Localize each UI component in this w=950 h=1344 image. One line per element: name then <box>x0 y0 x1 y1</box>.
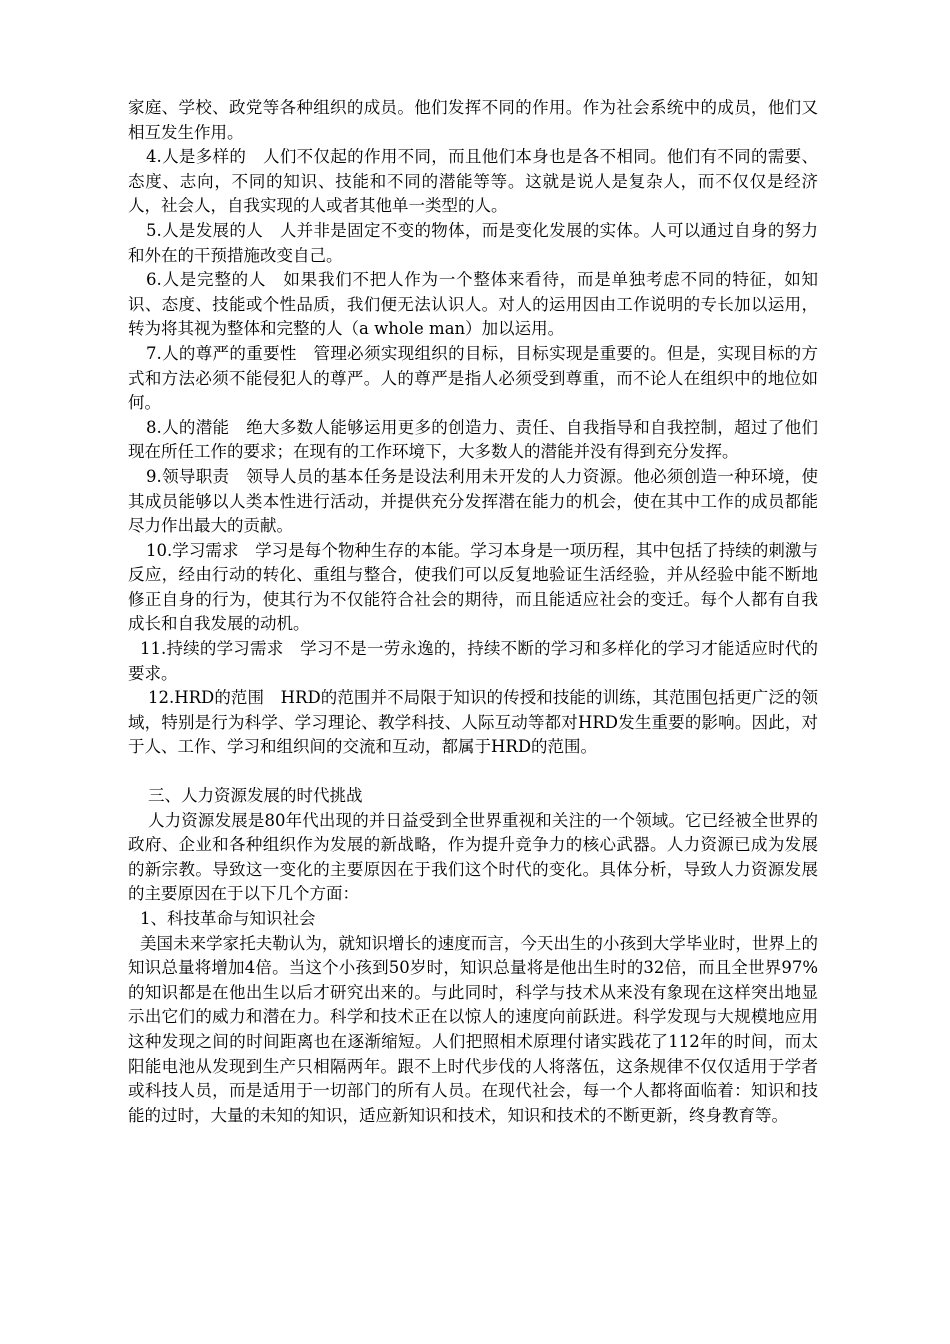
paragraph-item-6: 6.人是完整的人 如果我们不把人作为一个整体来看待，而是单独考虑不同的特征，如知识、态度、技能或个性品质，我们便无法认识人。对人的运用因由工作说明的专长加以运用，转为将其视为整体和完整的人（a whole man）加以运用。 <box>128 270 818 339</box>
section-title: 三、人力资源发展的时代挑战 <box>148 786 363 806</box>
subsection-paragraph: 美国未来学家托夫勒认为，就知识增长的速度而言，今天出生的小孩到大学毕业时，世界上的知识总量将增加4倍。当这个小孩到50岁时，知识总量将是他出生时的32倍，而且全世界97%的知识都是在他出生以后才研究出来的。与此同时，科学与技术从来没有象现在这样突出地显示出它们的威力和潜在力。科学和技术正在以惊人的速度向前跃进。科学发现与大规模地应用这种发现之间的时间距离也在逐渐缩短。人们把照相术原理付诸实践花了112年的时间，而太阳能电池从发现到生产只相隔两年。跟不上时代步伐的人将落伍，这条规律不仅仅适用于学者或科技人员，而是适用于一切部门的所有人员。在现代社会，每一个人都将面临着：知识和技能的过时，大量的未知的知识，适应新知识和技术，知识和技术的不断更新，终身教育等。 <box>128 933 818 1125</box>
paragraph-continuation: 家庭、学校、政党等各种组织的成员。他们发挥不同的作用。作为社会系统中的成员，他们又相互发生作用。 <box>128 98 818 142</box>
subsection-title: 1、科技革命与知识社会 <box>140 909 316 928</box>
paragraph-item-11: 11.持续的学习需求 学习不是一劳永逸的，持续不断的学习和多样化的学习才能适应时代的要求。 <box>128 639 818 683</box>
paragraph-item-5: 5.人是发展的人 人并非是固定不变的物体，而是变化发展的实体。人可以通过自身的努力和外在的干预措施改变自己。 <box>128 220 818 265</box>
section-intro-paragraph: 人力资源发展是80年代出现的并日益受到全世界重视和关注的一个领域。它已经被全世界的政府、企业和各种组织作为发展的新战略，作为提升竞争力的核心武器。人力资源已成为发展的新宗教。导致这一变化的主要原因在于我们这个时代的变化。具体分析，导致人力资源发展的主要原因在于以下几个方面： <box>128 810 818 904</box>
paragraph-item-7: 7.人的尊严的重要性 管理必须实现组织的目标，目标实现是重要的。但是，实现目标的方式和方法必须不能侵犯人的尊严。人的尊严是指人必须受到尊重，而不论人在组织中的地位如何。 <box>128 343 818 413</box>
document-page <box>128 96 818 1128</box>
paragraph-item-10: 10.学习需求 学习是每个物种生存的本能。学习本身是一项历程，其中包括了持续的刺激与反应，经由行动的转化、重组与整合，使我们可以反复地验证生活经验，并从经验中能不断地修正自身的行为，使其行为不仅能符合社会的期待，而且能适应社会的变迁。每个人都有自我成长和自我发展的动机。 <box>128 540 818 634</box>
paragraph-item-8: 8.人的潜能 绝大多数人能够运用更多的创造力、责任、自我指导和自我控制，超过了他们现在所任工作的要求；在现有的工作环境下，大多数人的潜能并没有得到充分发挥。 <box>128 417 818 462</box>
paragraph-item-12: 12.HRD的范围 HRD的范围并不局限于知识的传授和技能的训练，其范围包括更广泛的领域，特别是行为科学、学习理论、教学科技、人际互动等都对HRD发生重要的影响。因此，对于人、工作、学习和组织间的交流和互动，都属于HRD的范围。 <box>128 688 818 757</box>
paragraph-item-4: 4.人是多样的 人们不仅起的作用不同，而且他们本身也是各不相同。他们有不同的需要、态度、志向，不同的知识、技能和不同的潜能等等。这就是说人是复杂人，而不仅仅是经济人，社会人，自我实现的人或者其他单一类型的人。 <box>128 147 818 216</box>
paragraph-item-9: 9.领导职责 领导人员的基本任务是设法利用未开发的人力资源。他必须创造一种环境，使其成员能够以人类本性进行活动，并提供充分发挥潜在能力的机会，使在其中工作的成员都能尽力作出最大的贡献。 <box>128 466 818 536</box>
